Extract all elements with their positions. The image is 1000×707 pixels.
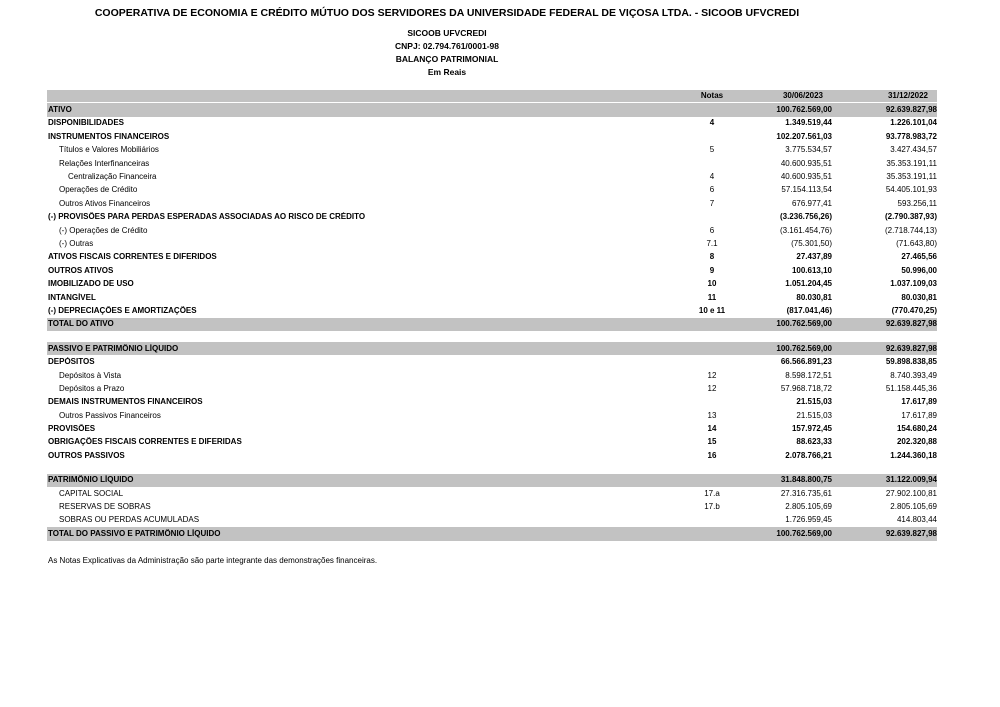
- document-subtitles: [47, 27, 847, 79]
- table-row: [47, 369, 937, 382]
- table-row: [47, 277, 937, 290]
- row-label: Operações de Crédito: [59, 185, 138, 195]
- row-label: (-) Outras: [59, 238, 94, 248]
- row-value-current: (3.236.756,26): [779, 212, 832, 222]
- row-value-current: 27.316.735,61: [780, 488, 832, 498]
- table-row: [47, 342, 937, 355]
- row-note: 10 e 11: [698, 305, 726, 315]
- row-value-current: 100.762.569,00: [776, 105, 832, 115]
- cnpj-line: CNPJ: 02.794.761/0001-98: [395, 41, 499, 51]
- row-note: 10: [707, 279, 717, 289]
- row-label: Depósitos à Vista: [59, 370, 122, 380]
- row-label: DEMAIS INSTRUMENTOS FINANCEIROS: [48, 397, 203, 407]
- row-value-previous: 2.805.105,69: [890, 502, 937, 512]
- row-value-current: 1.051.204,45: [785, 279, 832, 289]
- row-label: ATIVO: [48, 105, 72, 115]
- table-row: [47, 318, 937, 331]
- row-note: 4: [709, 118, 715, 128]
- row-label: OBRIGAÇÕES FISCAIS CORRENTES E DIFERIDAS: [48, 437, 242, 447]
- row-value-current: 57.968.718,72: [780, 383, 832, 393]
- row-note: 5: [709, 145, 715, 155]
- row-value-previous: 92.639.827,98: [885, 319, 937, 329]
- row-value-previous: 93.778.983,72: [885, 131, 937, 141]
- table-row: [47, 170, 937, 183]
- table-rows: [47, 103, 937, 540]
- row-value-previous: 154.680,24: [896, 424, 937, 434]
- row-value-previous: 8.740.393,49: [890, 370, 937, 380]
- column-header-previous-period: 31/12/2022: [887, 91, 928, 101]
- row-value-previous: 17.617,89: [901, 410, 937, 420]
- table-row: [47, 527, 937, 540]
- row-value-previous: 31.122.009,94: [885, 475, 937, 485]
- row-label: (-) DEPRECIAÇÕES E AMORTIZAÇÕES: [48, 305, 197, 315]
- row-value-current: 40.600.935,51: [780, 158, 832, 168]
- row-note: 16: [707, 450, 717, 460]
- table-row: [47, 474, 937, 487]
- table-row: [47, 211, 937, 224]
- row-value-current: 102.207.561,03: [776, 131, 832, 141]
- currency-note: Em Reais: [427, 67, 467, 77]
- row-value-previous: 3.427.434,57: [890, 145, 937, 155]
- table-row: [47, 409, 937, 422]
- row-value-previous: (2.790.387,93): [884, 212, 937, 222]
- row-value-current: 676.977,41: [791, 198, 832, 208]
- row-value-previous: 27.902.100,81: [885, 488, 937, 498]
- table-row: [47, 157, 937, 170]
- table-row: [47, 103, 937, 116]
- entity-name: SICOOB UFVCREDI: [407, 28, 487, 38]
- row-value-previous: 17.617,89: [901, 397, 937, 407]
- row-note: 15: [707, 437, 717, 447]
- row-value-previous: 35.353.191,11: [886, 172, 937, 182]
- row-value-current: 8.598.172,51: [785, 370, 832, 380]
- table-row: [47, 130, 937, 143]
- cooperative-title: COOPERATIVA DE ECONOMIA E CRÉDITO MÚTUO DOS SERVIDORES DA UNIVERSIDADE FEDERAL DE VIÇOSA LTDA. - SICOOB UFVCREDI: [94, 7, 800, 19]
- row-label: Outros Ativos Financeiros: [59, 198, 151, 208]
- table-row: [47, 184, 937, 197]
- row-value-previous: (2.718.744,13): [884, 225, 937, 235]
- row-value-previous: 51.158.445,36: [885, 383, 937, 393]
- row-value-previous: 202.320,88: [896, 437, 937, 447]
- row-label: SOBRAS OU PERDAS ACUMULADAS: [59, 515, 200, 525]
- row-label: PASSIVO E PATRIMÔNIO LÍQUIDO: [48, 343, 179, 353]
- row-value-previous: 35.353.191,11: [886, 158, 937, 168]
- table-row: [47, 224, 937, 237]
- row-label: PROVISÕES: [48, 424, 96, 434]
- table-row: [47, 422, 937, 435]
- row-label: DISPONIBILIDADES: [48, 118, 125, 128]
- row-value-current: 100.762.569,00: [776, 319, 832, 329]
- row-label: Outros Passivos Financeiros: [59, 410, 161, 420]
- row-value-current: (3.161.454,76): [779, 225, 832, 235]
- row-value-current: 88.623,33: [796, 437, 832, 447]
- row-value-current: 2.805.105,69: [785, 502, 832, 512]
- row-label: INSTRUMENTOS FINANCEIROS: [48, 131, 170, 141]
- row-value-previous: 80.030,81: [901, 292, 937, 302]
- row-label: PATRIMÔNIO LÍQUIDO: [48, 475, 134, 485]
- row-value-previous: 92.639.827,98: [885, 528, 937, 538]
- row-label: RESERVAS DE SOBRAS: [59, 502, 151, 512]
- row-note: 12: [707, 383, 717, 393]
- row-label: DEPÓSITOS: [48, 357, 95, 367]
- row-value-current: 2.078.766,21: [785, 450, 832, 460]
- row-label: Centralização Financeira: [68, 172, 157, 182]
- row-value-current: 1.349.519,44: [785, 118, 832, 128]
- row-label: OUTROS PASSIVOS: [48, 450, 125, 460]
- table-row: [47, 396, 937, 409]
- row-value-previous: 1.037.109,03: [890, 279, 937, 289]
- row-label: Depósitos a Prazo: [59, 383, 125, 393]
- row-value-previous: 414.803,44: [896, 515, 937, 525]
- row-value-current: 100.762.569,00: [776, 528, 832, 538]
- table-row: [47, 251, 937, 264]
- row-note: 17.a: [704, 488, 720, 498]
- row-value-previous: 593.256,11: [897, 198, 937, 208]
- footer-note: As Notas Explicativas da Administração são parte integrante das demonstrações financeiras.: [48, 556, 378, 565]
- table-row: [47, 264, 937, 277]
- row-note: 7: [709, 198, 715, 208]
- row-value-current: 157.972,45: [791, 424, 832, 434]
- table-row: [47, 436, 937, 449]
- row-note: 12: [707, 370, 717, 380]
- row-value-current: 100.762.569,00: [776, 343, 832, 353]
- row-note: 11: [707, 292, 717, 302]
- row-label: ATIVOS FISCAIS CORRENTES E DIFERIDOS: [48, 252, 217, 262]
- statement-title: BALANÇO PATRIMONIAL: [395, 54, 499, 64]
- table-row: [47, 117, 937, 130]
- row-value-previous: 59.898.838,85: [885, 357, 937, 367]
- row-value-current: 27.437,89: [796, 252, 832, 262]
- row-value-current: 21.515,03: [796, 397, 832, 407]
- row-note: 6: [709, 225, 715, 235]
- row-value-previous: 1.226.101,04: [890, 118, 937, 128]
- row-value-previous: 92.639.827,98: [885, 105, 937, 115]
- table-row: [47, 237, 937, 250]
- row-note: 4: [709, 172, 715, 182]
- row-label: (-) Operações de Crédito: [59, 225, 148, 235]
- row-note: 9: [709, 265, 715, 275]
- table-row: [47, 304, 937, 317]
- balance-sheet-table: [47, 90, 937, 541]
- row-value-previous: 92.639.827,98: [885, 343, 937, 353]
- row-note: 13: [707, 410, 717, 420]
- column-header-current-period: 30/06/2023: [782, 91, 823, 101]
- table-row: [47, 382, 937, 395]
- row-value-current: 66.566.891,23: [780, 357, 832, 367]
- table-row: [47, 487, 937, 500]
- row-note: 17.b: [704, 502, 720, 512]
- row-label: IMOBILIZADO DE USO: [48, 279, 134, 289]
- row-label: CAPITAL SOCIAL: [59, 488, 124, 498]
- row-value-current: 80.030,81: [796, 292, 832, 302]
- row-value-current: 1.726.959,45: [785, 515, 832, 525]
- row-value-previous: 50.996,00: [901, 265, 937, 275]
- row-label: Relações Interfinanceiras: [59, 158, 150, 168]
- table-row: [47, 500, 937, 513]
- table-row: [47, 514, 937, 527]
- row-value-previous: 27.465,56: [901, 252, 937, 262]
- table-header-row: [47, 90, 937, 103]
- column-header-notes: Notas: [700, 91, 724, 101]
- row-value-previous: 54.405.101,93: [885, 185, 937, 195]
- row-value-current: 31.848.800,75: [780, 475, 832, 485]
- document-header: [47, 7, 847, 79]
- row-note: 8: [709, 252, 715, 262]
- row-label: INTANGÍVEL: [48, 292, 96, 302]
- row-label: TOTAL DO PASSIVO E PATRIMÔNIO LÍQUIDO: [48, 528, 221, 538]
- row-note: 6: [709, 185, 715, 195]
- row-label: Títulos e Valores Mobiliários: [59, 145, 159, 155]
- row-value-current: (817.041,46): [786, 305, 832, 315]
- row-value-previous: 1.244.360,18: [890, 450, 937, 460]
- row-value-previous: (770.470,25): [891, 305, 937, 315]
- row-value-current: 100.613,10: [791, 265, 832, 275]
- table-row: [47, 355, 937, 368]
- row-value-previous: (71.643,80): [896, 238, 937, 248]
- table-row: [47, 291, 937, 304]
- row-label: OUTROS ATIVOS: [48, 265, 114, 275]
- row-label: (-) PROVISÕES PARA PERDAS ESPERADAS ASSOCIADAS AO RISCO DE CRÉDITO: [48, 212, 366, 222]
- row-value-current: 21.515,03: [796, 410, 832, 420]
- row-note: 14: [707, 424, 717, 434]
- row-value-current: 40.600.935,51: [780, 172, 832, 182]
- row-note: 7.1: [706, 238, 718, 248]
- row-label: TOTAL DO ATIVO: [48, 319, 114, 329]
- row-value-current: (75.301,50): [791, 238, 832, 248]
- row-value-current: 57.154.113,54: [781, 185, 832, 195]
- row-value-current: 3.775.534,57: [785, 145, 832, 155]
- table-row: [47, 197, 937, 210]
- table-row: [47, 144, 937, 157]
- table-row: [47, 449, 937, 462]
